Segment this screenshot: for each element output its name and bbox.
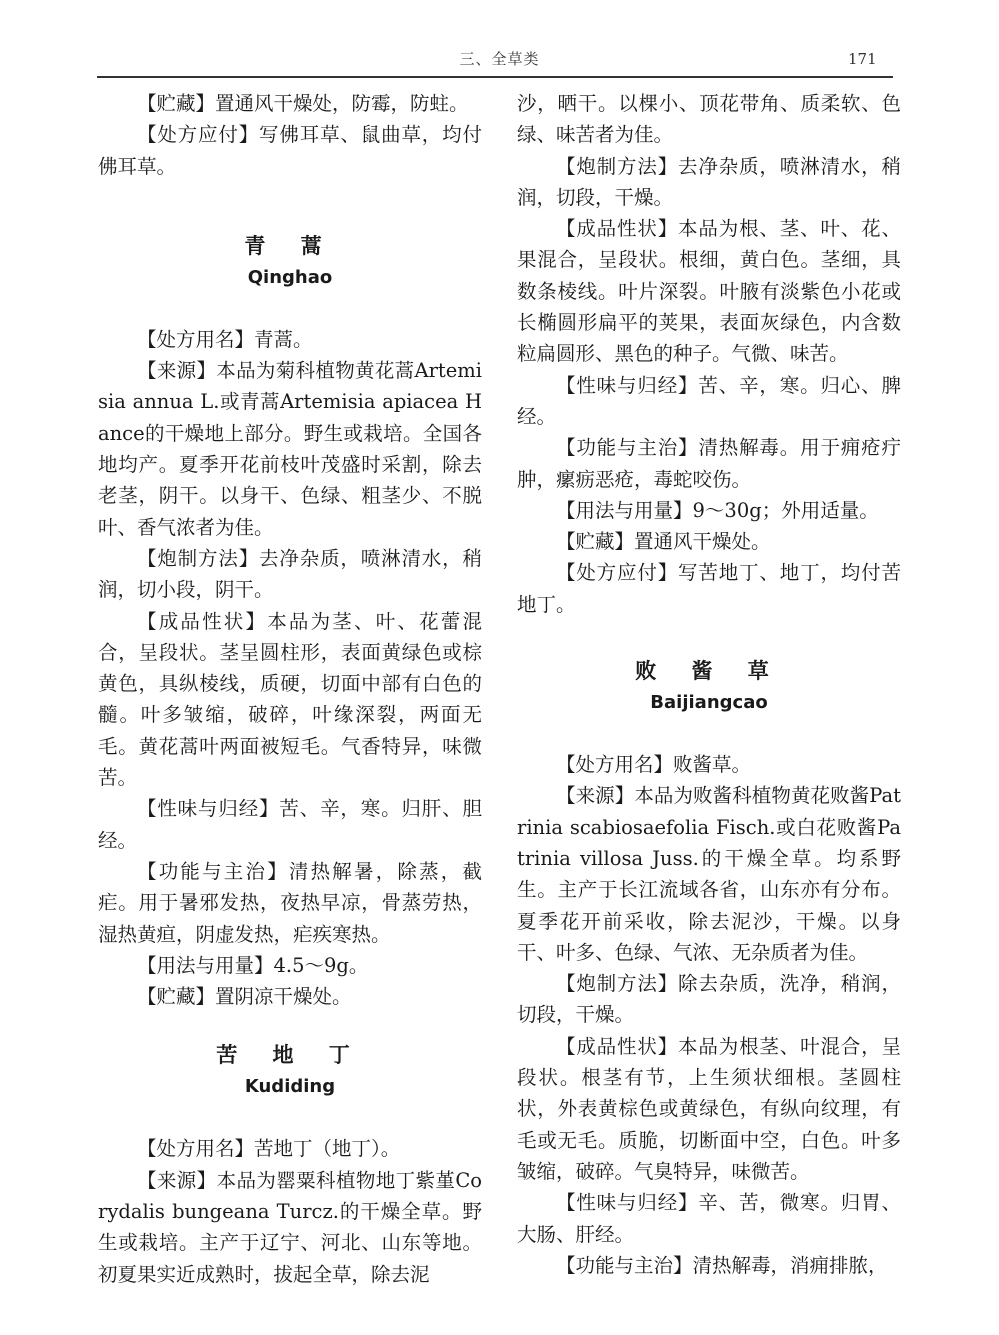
paragraph-storage: 【贮藏】置阴凉干燥处。 — [137, 985, 352, 1009]
paragraph-nature: 【性味与归经】苦、辛，寒。归心、脾经。 — [517, 373, 901, 428]
paragraph-traits: 【成品性状】本品为根茎、叶混合，呈段状。根茎有节，上生须状细根。茎圆柱状，外表黄棕色或黄绿色，有纵向纹理，有毛或无毛。质脆，切断面中空，白色。叶多皱缩，破碎。气臭特异，味微苦。 — [517, 1034, 901, 1183]
entry-heading-kudiding — [98, 1040, 482, 1103]
paragraph-nature: 【性味与归经】辛、苦，微寒。归胃、大肠、肝经。 — [517, 1191, 901, 1246]
paragraph-storage: 【贮藏】置通风干燥处，防霉，防蛀。 — [137, 92, 469, 115]
left-column — [98, 88, 482, 1290]
paragraph-storage: 【贮藏】置通风干燥处。 — [556, 530, 771, 554]
paragraph-dosage: 【用法与用量】9～30g；外用适量。 — [556, 498, 879, 522]
entry-title-cn: 败 酱 草 — [635, 659, 783, 684]
paragraph-nature: 【性味与归经】苦、辛，寒。归肝、胆经。 — [98, 797, 482, 852]
header-rule — [97, 76, 893, 78]
entry-title-cn: 青 蒿 — [244, 233, 336, 258]
page-header — [0, 0, 999, 90]
paragraph-source: 【来源】本品为菊科植物黄花蒿Artemisia annua L.或青蒿Artemisia apiacea Hance的干燥地上部分。野生或栽培。全国各地均产。夏季开花前枝叶茂盛时采割，除去老茎，阴干。以身干、色绿、粗茎少、不脱叶、香气浓者为佳。 — [98, 359, 482, 539]
entry-title-pinyin: Baijiangcao — [650, 692, 768, 714]
paragraph-prescription-name: 【处方用名】青蒿。 — [137, 327, 313, 351]
page-number: 171 — [848, 50, 877, 68]
entry-title-pinyin: Kudiding — [244, 1076, 336, 1098]
paragraph-prescription-name: 【处方用名】苦地丁（地丁）。 — [137, 1137, 401, 1161]
paragraph-prescription-name: 【处方用名】败酱草。 — [556, 753, 752, 777]
right-column — [517, 88, 901, 1281]
entry-heading-qinghao — [98, 231, 482, 294]
paragraph-processing: 【炮制方法】去净杂质，喷淋清水，稍润，切小段，阴干。 — [98, 546, 482, 602]
paragraph-dispense: 【处方应付】写苦地丁、地丁，均付苦地丁。 — [517, 561, 901, 616]
paragraph-function: 【功能与主治】清热解毒。用于痈疮疔肿，瘰疬恶疮，毒蛇咬伤。 — [517, 436, 901, 491]
paragraph-continuation: 沙，晒干。以棵小、顶花带角、质柔软、色绿、味苦者为佳。 — [517, 92, 901, 147]
entry-heading-baijiangcao — [517, 656, 901, 719]
entry-title-cn: 苦 地 丁 — [216, 1043, 364, 1068]
paragraph-function: 【功能与主治】清热解毒，消痈排脓， — [556, 1253, 888, 1277]
paragraph-traits: 【成品性状】本品为茎、叶、花蕾混合，呈段状。茎呈圆柱形，表面黄绿色或棕黄色，具纵棱线，质硬，切面中部有白色的髓。叶多皱缩，破碎，叶缘深裂，两面无毛。黄花蒿叶两面被短毛。气香特异，味微苦。 — [98, 609, 482, 790]
paragraph-processing: 【炮制方法】去净杂质，喷淋清水，稍润，切段，干燥。 — [517, 154, 901, 209]
paragraph-dosage: 【用法与用量】4.5～9g。 — [137, 953, 369, 977]
paragraph-source: 【来源】本品为罂粟科植物地丁紫堇Corydalis bungeana Turcz.的干燥全草。野生或栽培。主产于辽宁、河北、山东等地。初夏果实近成熟时，拔起全草，除去泥 — [98, 1168, 482, 1286]
entry-title-pinyin: Qinghao — [247, 266, 333, 288]
section-title: 三、全草类 — [459, 50, 540, 68]
paragraph-function: 【功能与主治】清热解暑，除蒸，截疟。用于暑邪发热，夜热早凉，骨蒸劳热，湿热黄疸，阴虚发热，疟疾寒热。 — [98, 859, 482, 946]
paragraph-processing: 【炮制方法】除去杂质，洗净，稍润，切段，干燥。 — [517, 972, 901, 1027]
paragraph-dispense: 【处方应付】写佛耳草、鼠曲草，均付佛耳草。 — [98, 123, 482, 178]
paragraph-source: 【来源】本品为败酱科植物黄花败酱Patrinia scabiosaefolia Fisch.或白花败酱Patrinia villosa Juss.的干燥全草。均系野生。主产于长江流域各省，山东亦有分布。夏季花开前采收，除去泥沙，干燥。以身干、叶多、色绿、气浓、无杂质者为佳。 — [517, 784, 901, 964]
paragraph-traits: 【成品性状】本品为根、茎、叶、花、果混合，呈段状。根细，黄白色。茎细，具数条棱线。叶片深裂。叶腋有淡紫色小花或长椭圆形扁平的荚果，表面灰绿色，内含数粒扁圆形、黑色的种子。气微、味苦。 — [517, 217, 901, 366]
